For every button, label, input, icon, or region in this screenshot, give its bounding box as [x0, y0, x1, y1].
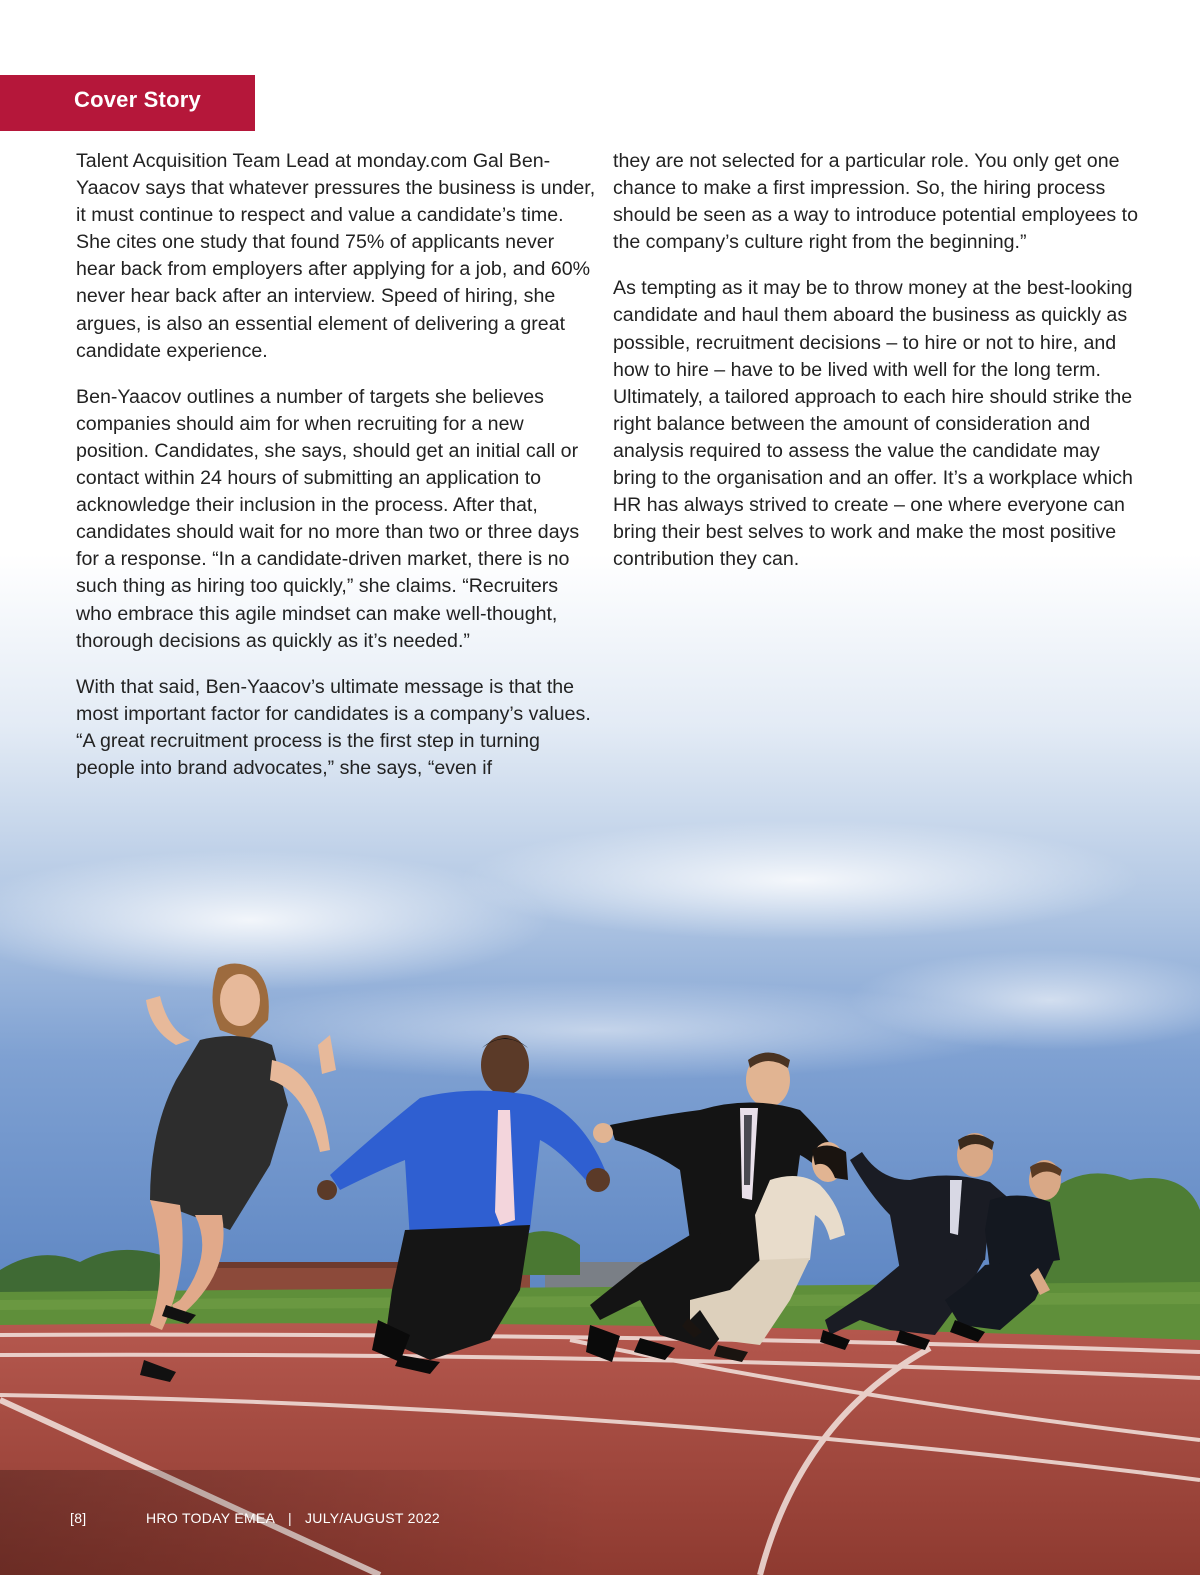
page-number: [8] [70, 1510, 87, 1526]
article-paragraph: Talent Acquisition Team Lead at monday.com Gal Ben-Yaacov says that whatever pressures the business is under, it must continue to respect and value a candidate’s time. She cites one study that found 75% of applicants never hear back from employers after applying for a job, and 60% never hear back after an interview. Speed of hiring, she argues, is also an essential element of delivering a great candidate experience. [76, 150, 596, 362]
article-paragraph: With that said, Ben-Yaacov’s ultimate message is that the most important factor for candidates is a company’s values. “A great recruitment process is the first step in turning people into brand advocates,” she says, “even if [76, 675, 591, 779]
article-paragraph: Ben-Yaacov outlines a number of targets she believes companies should aim for when recruiting for a new position. Candidates, she says, should get an initial call or contact within 24 hours of submitting an application to acknowledge their inclusion in the process. After that, candidates should wait for no more than two or three days for a response. “In a candidate-driven market, there is no such thing as hiring too quickly,” she claims. “Recruiters who embrace this agile mindset can make well-thought, thorough decisions as quickly as it’s needed.” [76, 385, 580, 652]
issue-date: JULY/AUGUST 2022 [305, 1510, 441, 1526]
publication-name: HRO TODAY EMEA [146, 1510, 276, 1526]
article-paragraph: they are not selected for a particular role. You only get one chance to make a first impression. So, the hiring process should be seen as a way to introduce potential employees to the company’s culture right from the beginning.” [613, 150, 1139, 254]
article-column-left [76, 148, 596, 801]
page-footer [0, 1507, 600, 1531]
section-tag [0, 75, 255, 131]
article-column-right [613, 148, 1141, 592]
footer-separator: | [288, 1510, 292, 1526]
section-label: Cover Story [74, 87, 201, 112]
article-paragraph: As tempting as it may be to throw money at the best-looking candidate and haul them aboard the business as quickly as possible, recruitment decisions – to hire or not to hire, and how to hire – have to be lived with well for the long term. Ultimately, a tailored approach to each hire should strike the right balance between the amount of consideration and analysis required to assess the value the candidate may bring to the organisation and an offer. It’s a workplace which HR has always strived to create – one where everyone can bring their best selves to work and make the most positive contribution they can. [613, 277, 1133, 571]
